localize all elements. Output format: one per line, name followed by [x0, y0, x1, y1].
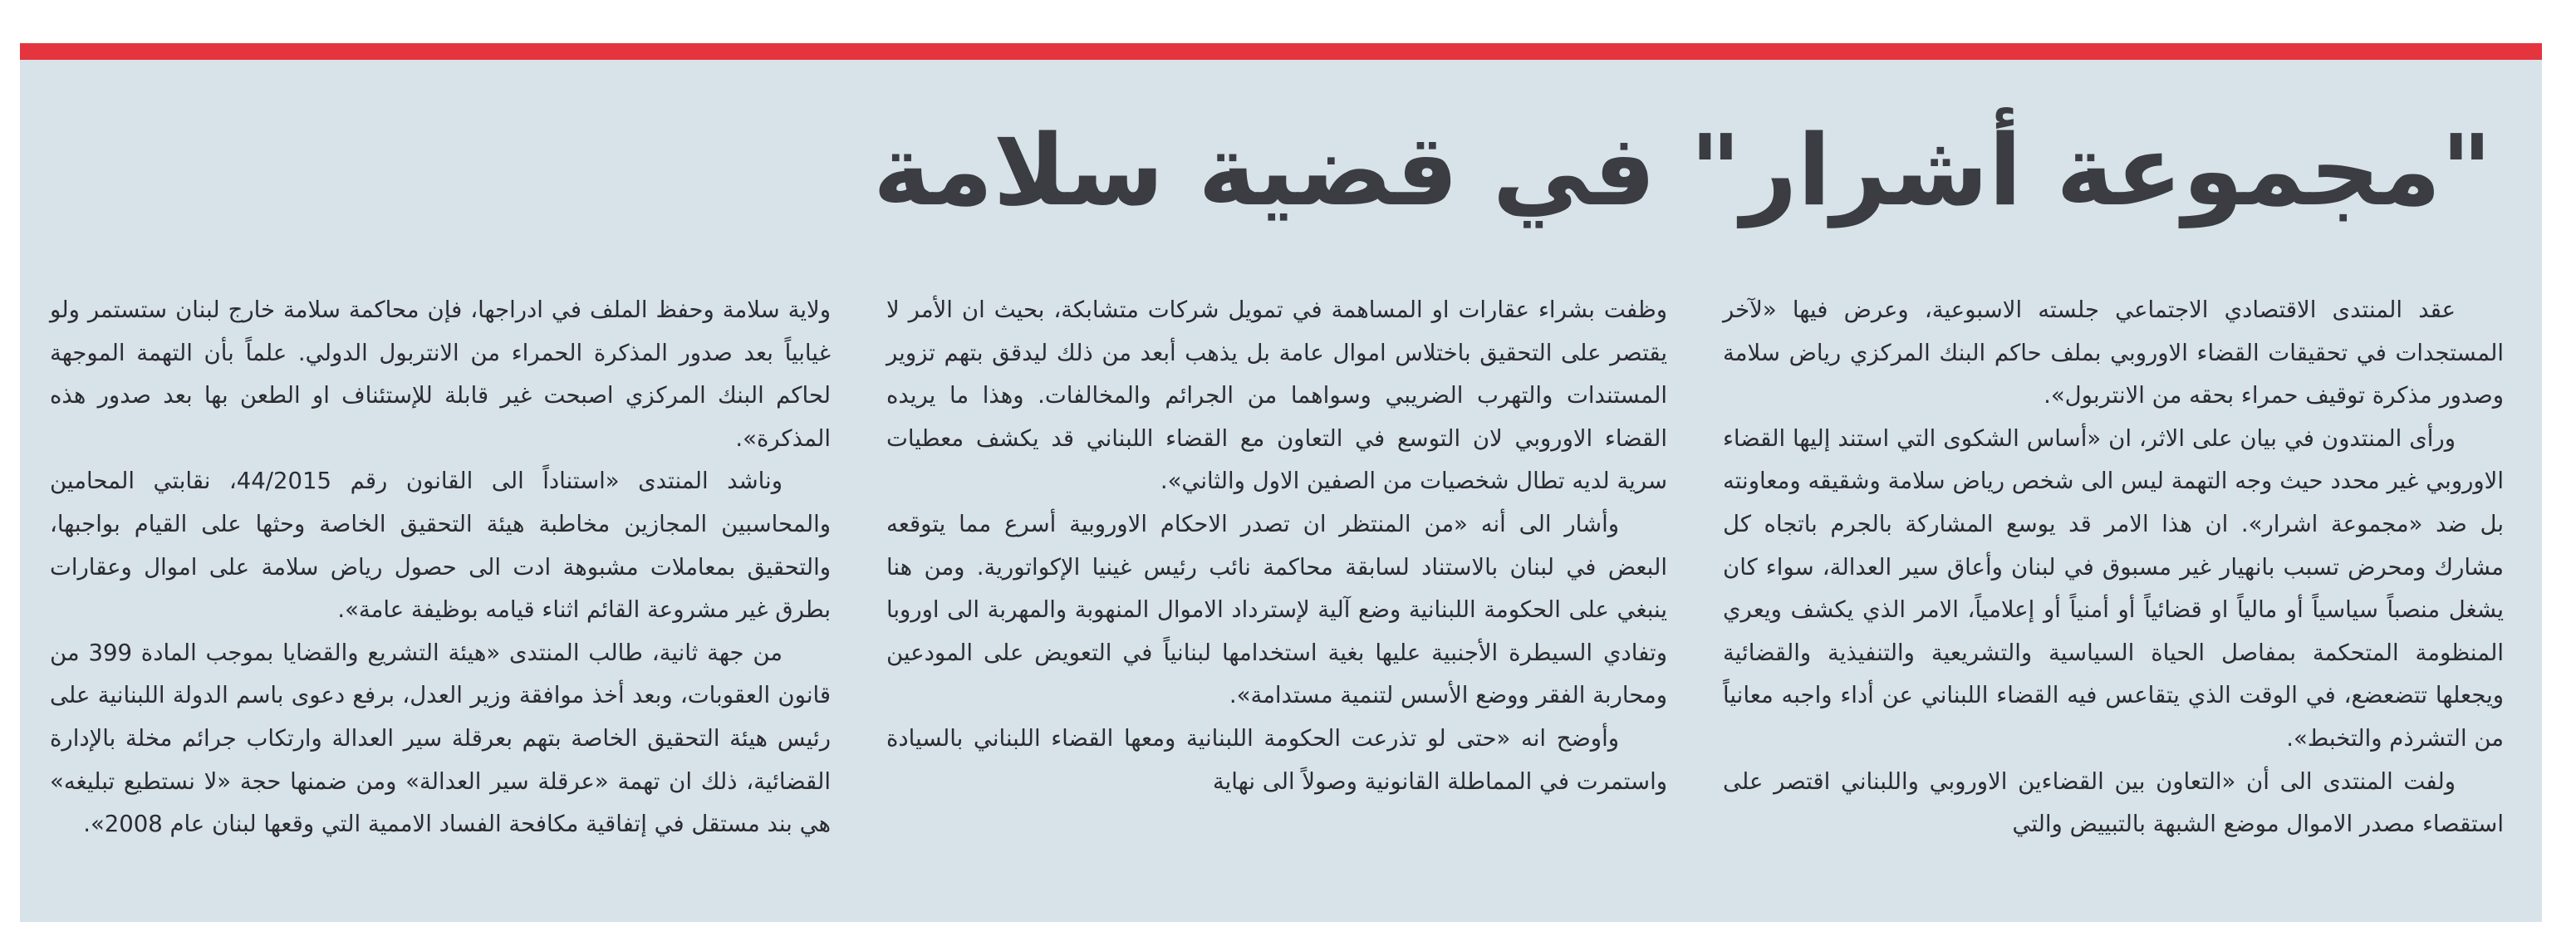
article-panel [20, 43, 2542, 922]
article-paragraph: عقد المنتدى الاقتصادي الاجتماعي جلسته الاسبوعية، وعرض فيها «لآخر المستجدات في تحقيقات القضاء الاوروبي بملف حاكم البنك المركزي رياض سلامة وصدور مذكرة توقيف حمراء بحقه من الانتربول». [1723, 297, 2504, 409]
article-paragraph: وناشد المنتدى «استناداً الى القانون رقم 44/2015، نقابتي المحامين والمحاسبين المجازين مخاطبة هيئة التحقيق الخاصة وحثها على القيام بواجبها، والتحقيق بمعاملات مشبوهة ادت الى حصول رياض سلامة على اموال وعقارات بطرق غير مشروعة القائم اثناء قيامه بوظيفة عامة». [50, 468, 831, 624]
article-headline: "مجموعة أشرار" في قضية سلامة [872, 113, 2492, 228]
article-paragraph: ولاية سلامة وحفظ الملف في ادراجها، فإن محاكمة سلامة خارج لبنان ستستمر ولو غيابياً بعد صدور المذكرة الحمراء من الانتربول الدولي. علماً بأن التهمة الموجهة لحاكم البنك المركزي اصبحت غير قابلة للإستئناف او الطعن بها بعد صدور هذه المذكرة». [50, 297, 831, 452]
article-column-1 [1723, 289, 2504, 846]
article-columns [50, 289, 2504, 846]
red-top-rule [20, 43, 2542, 60]
article-paragraph: وأشار الى أنه «من المنتظر ان تصدر الاحكام الاوروبية أسرع مما يتوقعه البعض في لبنان بالاستناد لسابقة محاكمة نائب رئيس غينيا الإكواتورية. ومن هنا ينبغي على الحكومة اللبنانية وضع آلية لإسترداد الاموال المنهوبة والمهربة الى اوروبا وتفادي السيطرة الأجنبية عليها بغية استخدامها لبنانياً في التعويض على المودعين ومحاربة الفقر ووضع الأسس لتنمية مستدامة». [886, 510, 1667, 709]
article-paragraph: ولفت المنتدى الى أن «التعاون بين القضاءين الاوروبي واللبناني اقتصر على استقصاء مصدر الاموال موضع الشبهة بالتبييض والتي [1723, 767, 2504, 838]
article-paragraph: وظفت بشراء عقارات او المساهمة في تمويل شركات متشابكة، بحيث ان الأمر لا يقتصر على التحقيق باختلاس اموال عامة بل يذهب أبعد من ذلك ليدقق بتهم تزوير المستندات والتهرب الضريبي وسواهما من الجرائم والمخالفات. وهذا ما يريده القضاء الاوروبي لان التوسع في التعاون مع القضاء اللبناني قد يكشف معطيات سرية لديه تطال شخصيات من الصفين الاول والثاني». [886, 297, 1667, 495]
article-paragraph: من جهة ثانية، طالب المنتدى «هيئة التشريع والقضايا بموجب المادة 399 من قانون العقوبات، وبعد أخذ موافقة وزير العدل، برفع دعوى باسم الدولة اللبنانية على رئيس هيئة التحقيق الخاصة بتهم بعرقلة سير العدالة وارتكاب جرائم مخلة بالإدارة القضائية، ذلك ان تهمة «عرقلة سير العدالة» ومن ضمنها حجة «لا نستطيع تبليغه» هي بند مستقل في إتفاقية مكافحة الفساد الاممية التي وقعها لبنان عام 2008». [50, 639, 831, 838]
article-paragraph: ورأى المنتدون في بيان على الاثر، ان «أساس الشكوى التي استند إليها القضاء الاوروبي غير محدد حيث وجه التهمة ليس الى شخص رياض سلامة وشقيقه ومعاونته بل ضد «مجموعة اشرار». ان هذا الامر قد يوسع المشاركة بالجرم باتجاه كل مشارك ومحرض تسبب بانهيار غير مسبوق في لبنان وأعاق سير العدالة، سواء كان يشغل منصباً سياسياً أو مالياً او قضائياً أو أمنياً أو إعلامياً، الامر الذي يكشف ويعري المنظومة المتحكمة بمفاصل الحياة السياسية والتشريعية والتنفيذية والقضائية ويجعلها تتضعضع، في الوقت الذي يتقاعس فيه القضاء اللبناني عن أداء واجبه معانياً من التشرذم والتخبط». [1723, 424, 2504, 752]
article-column-3 [50, 289, 831, 846]
article-paragraph: وأوضح انه «حتى لو تذرعت الحكومة اللبنانية ومعها القضاء اللبناني بالسيادة واستمرت في المماطلة القانونية وصولاً الى نهاية [886, 724, 1667, 795]
article-column-2 [886, 289, 1667, 846]
